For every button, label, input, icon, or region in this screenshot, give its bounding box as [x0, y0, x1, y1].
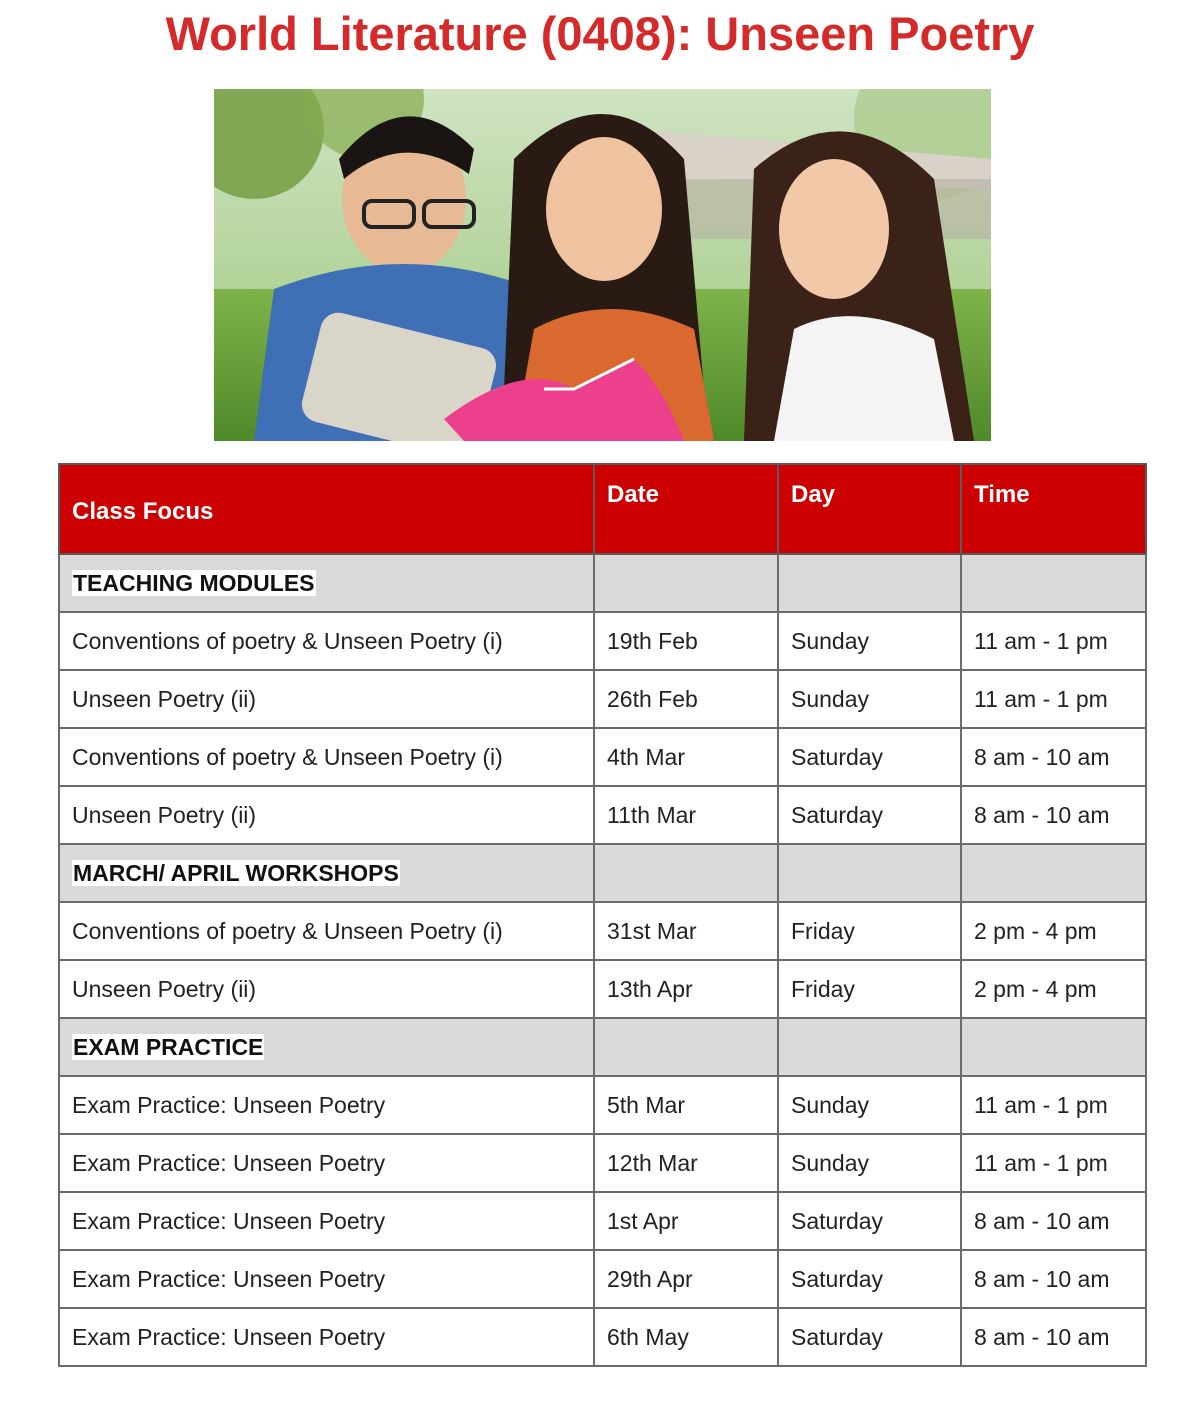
- cell-time: 8 am - 10 am: [961, 1250, 1146, 1308]
- cell-class-focus: Exam Practice: Unseen Poetry: [59, 1134, 594, 1192]
- table-header-row: [59, 464, 1146, 554]
- cell-class-focus: Exam Practice: Unseen Poetry: [59, 1250, 594, 1308]
- table-row: [59, 1076, 1146, 1134]
- cell-date: 13th Apr: [594, 960, 778, 1018]
- cell-day: Saturday: [778, 1308, 961, 1366]
- section-title: MARCH/ APRIL WORKSHOPS: [73, 859, 399, 886]
- students-photo: [214, 89, 991, 441]
- cell-day: Saturday: [778, 728, 961, 786]
- cell-time: 11 am - 1 pm: [961, 670, 1146, 728]
- cell-date: 1st Apr: [594, 1192, 778, 1250]
- cell-time: 11 am - 1 pm: [961, 1076, 1146, 1134]
- table-row: [59, 1250, 1146, 1308]
- cell-class-focus: Conventions of poetry & Unseen Poetry (i): [59, 728, 594, 786]
- cell-day: Saturday: [778, 786, 961, 844]
- cell-day: Sunday: [778, 1134, 961, 1192]
- header-day: Day: [778, 464, 961, 554]
- table-row: [59, 960, 1146, 1018]
- cell-date: 11th Mar: [594, 786, 778, 844]
- cell-time: 2 pm - 4 pm: [961, 902, 1146, 960]
- section-title: TEACHING MODULES: [73, 569, 315, 596]
- cell-time: 11 am - 1 pm: [961, 612, 1146, 670]
- cell-date: 31st Mar: [594, 902, 778, 960]
- section-row: [59, 554, 1146, 612]
- table-row: [59, 1134, 1146, 1192]
- cell-class-focus: Conventions of poetry & Unseen Poetry (i): [59, 612, 594, 670]
- cell-day: Sunday: [778, 670, 961, 728]
- table-row: [59, 670, 1146, 728]
- cell-date: 6th May: [594, 1308, 778, 1366]
- cell-day: Saturday: [778, 1192, 961, 1250]
- section-row: [59, 844, 1146, 902]
- cell-class-focus: Exam Practice: Unseen Poetry: [59, 1076, 594, 1134]
- cell-date: 4th Mar: [594, 728, 778, 786]
- section-row: [59, 1018, 1146, 1076]
- cell-class-focus: Exam Practice: Unseen Poetry: [59, 1192, 594, 1250]
- cell-date: 19th Feb: [594, 612, 778, 670]
- cell-class-focus: Unseen Poetry (ii): [59, 960, 594, 1018]
- cell-class-focus: Exam Practice: Unseen Poetry: [59, 1308, 594, 1366]
- students-photo-illustration: [214, 89, 991, 441]
- cell-day: Friday: [778, 902, 961, 960]
- cell-time: 8 am - 10 am: [961, 1192, 1146, 1250]
- header-class-focus: Class Focus: [59, 464, 594, 554]
- class-schedule-table: [58, 463, 1147, 1367]
- cell-date: 12th Mar: [594, 1134, 778, 1192]
- cell-day: Saturday: [778, 1250, 961, 1308]
- cell-date: 26th Feb: [594, 670, 778, 728]
- cell-time: 8 am - 10 am: [961, 728, 1146, 786]
- cell-day: Friday: [778, 960, 961, 1018]
- table-row: [59, 1192, 1146, 1250]
- header-time: Time: [961, 464, 1146, 554]
- table-row: [59, 612, 1146, 670]
- cell-time: 2 pm - 4 pm: [961, 960, 1146, 1018]
- table-row: [59, 786, 1146, 844]
- cell-class-focus: Conventions of poetry & Unseen Poetry (i): [59, 902, 594, 960]
- cell-class-focus: Unseen Poetry (ii): [59, 670, 594, 728]
- page-title: World Literature (0408): Unseen Poetry: [165, 7, 1035, 60]
- cell-day: Sunday: [778, 1076, 961, 1134]
- cell-date: 29th Apr: [594, 1250, 778, 1308]
- cell-time: 11 am - 1 pm: [961, 1134, 1146, 1192]
- cell-time: 8 am - 10 am: [961, 786, 1146, 844]
- table-row: [59, 902, 1146, 960]
- cell-time: 8 am - 10 am: [961, 1308, 1146, 1366]
- header-date: Date: [594, 464, 778, 554]
- cell-date: 5th Mar: [594, 1076, 778, 1134]
- cell-day: Sunday: [778, 612, 961, 670]
- section-title: EXAM PRACTICE: [73, 1033, 264, 1060]
- cell-class-focus: Unseen Poetry (ii): [59, 786, 594, 844]
- table-row: [59, 728, 1146, 786]
- table-row: [59, 1308, 1146, 1366]
